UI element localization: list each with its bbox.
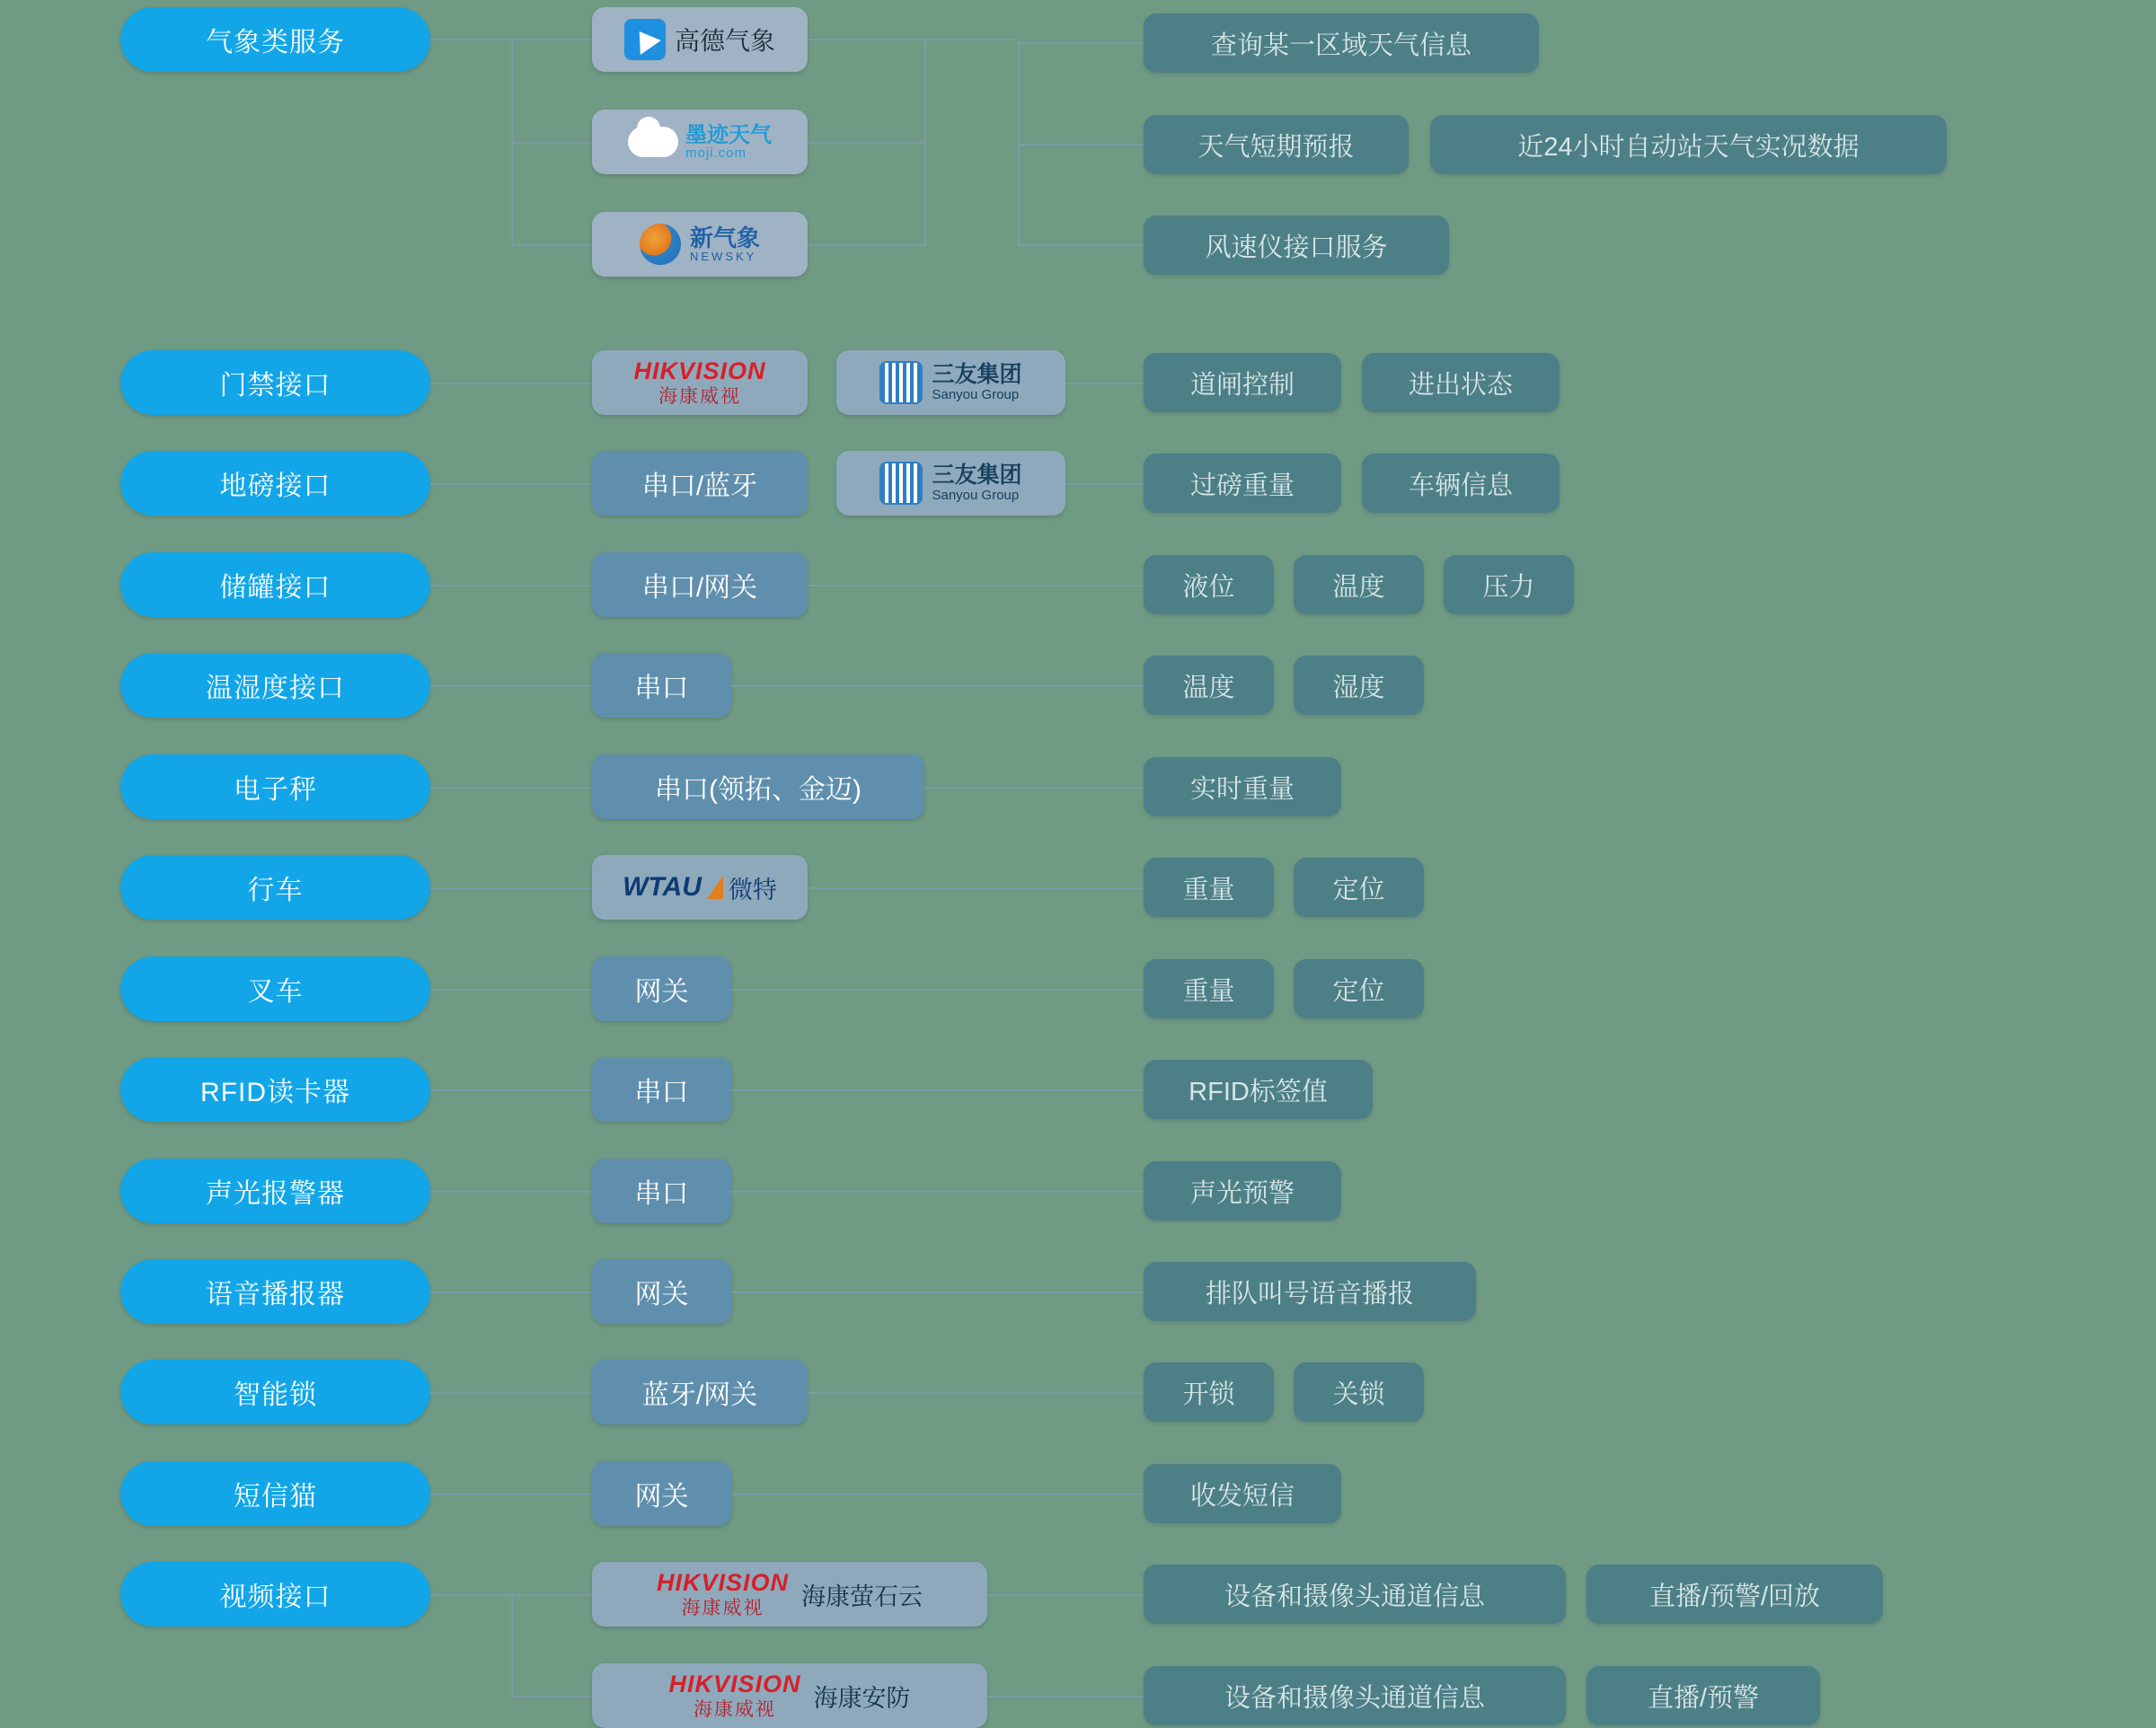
newsky-label: 新气象 [689,224,760,251]
moji-label: 墨迹天气 [685,122,772,147]
connector [731,685,1144,687]
connector [731,989,1144,991]
connector [1018,244,1144,246]
newsky-weather-logo[interactable] [592,212,808,277]
newsky-sub: NEWSKY [689,249,757,263]
hikvision-wordmark: HIKVISION [668,1671,801,1697]
output-lock[interactable]: 关锁 [1294,1362,1424,1422]
node-voice-announcer[interactable]: 语音播报器 [120,1259,430,1324]
connector [1065,483,1144,485]
connector [808,244,924,246]
node-weighbridge[interactable]: 地磅接口 [120,451,430,516]
newsky-icon [640,224,681,265]
connector [511,244,592,246]
ezviz-cloud-label: 海康萤石云 [801,1583,923,1610]
gaode-weather-logo[interactable] [592,7,808,72]
sanyou-icon [879,462,923,505]
connector [808,142,924,144]
connector [430,585,592,586]
output-crane-position[interactable]: 定位 [1294,858,1424,917]
wtau-wordmark: WTAU [623,872,702,902]
connector [430,787,592,789]
output-realtime-weight[interactable]: 实时重量 [1144,757,1341,816]
output-live-alarm-playback[interactable]: 直播/预警/回放 [1586,1565,1883,1624]
connector [1065,383,1144,384]
hikvision-wordmark: HIKVISION [633,357,766,384]
node-video-interface[interactable]: 视频接口 [120,1562,430,1627]
output-rfid-tag-value[interactable]: RFID标签值 [1144,1060,1373,1119]
output-queue-voice-broadcast[interactable]: 排队叫号语音播报 [1144,1262,1476,1321]
node-rfid-reader[interactable]: RFID读卡器 [120,1057,430,1122]
output-tank-pressure[interactable]: 压力 [1444,555,1574,614]
connector [1018,144,1144,145]
sanyou-logo-access[interactable] [836,350,1065,415]
mid-announcer-protocol[interactable]: 网关 [592,1259,731,1324]
connector [430,685,592,687]
mid-weighbridge-protocol[interactable]: 串口/蓝牙 [592,451,808,516]
connector [808,1392,1144,1394]
output-weather-query-area[interactable]: 查询某一区域天气信息 [1144,13,1539,73]
sanyou-en: Sanyou Group [932,386,1020,402]
connector [430,383,592,384]
connector [924,39,926,245]
node-access-control[interactable]: 门禁接口 [120,350,430,415]
connector [731,1494,1144,1495]
output-device-camera-channel-info-security[interactable]: 设备和摄像头通道信息 [1144,1666,1566,1725]
output-weather-anemometer-api[interactable]: 风速仪接口服务 [1144,216,1449,275]
cloud-icon [628,127,678,157]
node-crane[interactable]: 行车 [120,855,430,920]
connector [511,1594,513,1696]
gaode-icon [624,19,666,60]
connector [430,483,592,485]
connector [731,1191,1144,1193]
connector [924,787,1144,789]
output-live-alarm[interactable]: 直播/预警 [1586,1666,1820,1725]
output-unlock[interactable]: 开锁 [1144,1362,1274,1422]
connector [1018,42,1144,44]
output-tank-temperature[interactable]: 温度 [1294,555,1424,614]
connector [430,39,511,40]
hikvision-chinese: 海康威视 [694,1699,776,1720]
node-audible-visual-alarm[interactable]: 声光报警器 [120,1159,430,1223]
moji-weather-logo[interactable] [592,110,808,174]
output-temperature[interactable]: 温度 [1144,656,1274,715]
wtau-logo[interactable] [592,855,808,920]
hikvision-chinese: 海康威视 [658,386,741,407]
mid-scale-protocol[interactable]: 串口(领拓、金迈) [592,754,924,819]
connector [430,1594,511,1596]
node-storage-tank[interactable]: 储罐接口 [120,552,430,617]
connector [430,989,592,991]
node-smart-lock[interactable]: 智能锁 [120,1360,430,1424]
mid-tank-protocol[interactable]: 串口/网关 [592,552,808,617]
output-entry-exit-status[interactable]: 进出状态 [1362,353,1560,412]
connector [987,1696,1144,1697]
output-weighing-weight[interactable]: 过磅重量 [1144,454,1341,513]
output-audible-visual-warning[interactable]: 声光预警 [1144,1161,1341,1221]
connector [430,887,592,889]
connector [511,1696,592,1697]
gaode-label: 高德气象 [674,27,775,55]
sanyou-icon [879,361,923,404]
connector [987,1594,1144,1596]
hikvision-chinese: 海康威视 [681,1598,764,1618]
mid-rfid-protocol[interactable]: 串口 [592,1057,731,1122]
moji-sub: moji.com [685,145,747,161]
connector [511,39,592,40]
connector [808,585,1144,586]
node-forklift[interactable]: 叉车 [120,957,430,1021]
sanyou-cn: 三友集团 [932,463,1022,488]
output-weather-shortterm[interactable]: 天气短期预报 [1144,115,1409,174]
node-temp-humidity[interactable]: 温湿度接口 [120,653,430,718]
output-vehicle-info[interactable]: 车辆信息 [1362,454,1560,513]
connector [430,1392,592,1394]
output-device-camera-channel-info-cloud[interactable]: 设备和摄像头通道信息 [1144,1565,1566,1624]
connector [808,39,924,40]
connector [430,1292,592,1293]
connector [430,1494,592,1495]
mid-sms-protocol[interactable]: 网关 [592,1461,731,1526]
connector [511,1594,592,1596]
connector [430,1191,592,1193]
connector [731,1089,1144,1091]
output-liquid-level[interactable]: 液位 [1144,555,1274,614]
sanyou-logo-weighbridge[interactable] [836,451,1065,516]
output-crane-weight[interactable]: 重量 [1144,858,1274,917]
hikvision-wordmark: HIKVISION [656,1569,790,1596]
hikvision-security-block[interactable] [592,1663,987,1728]
output-weather-24h-station[interactable]: 近24小时自动站天气实况数据 [1430,115,1947,174]
wtau-mark-icon [707,876,723,899]
wtau-chinese: 微特 [728,876,777,904]
connector [731,1292,1144,1293]
connector [808,887,1144,889]
node-weather-service[interactable]: 气象类服务 [120,7,430,72]
connector [511,142,592,144]
mid-lock-protocol[interactable]: 蓝牙/网关 [592,1360,808,1424]
mid-forklift-protocol[interactable]: 网关 [592,957,731,1021]
mid-temp-humidity-protocol[interactable]: 串口 [592,653,731,718]
output-gate-control[interactable]: 道闸控制 [1144,353,1341,412]
node-electronic-scale[interactable]: 电子秤 [120,754,430,819]
output-forklift-weight[interactable]: 重量 [1144,959,1274,1018]
output-humidity[interactable]: 湿度 [1294,656,1424,715]
hik-security-label: 海康安防 [813,1684,911,1712]
output-send-receive-sms[interactable]: 收发短信 [1144,1464,1341,1523]
output-forklift-position[interactable]: 定位 [1294,959,1424,1018]
hikvision-ezviz-cloud-block[interactable] [592,1562,987,1627]
mid-alarm-protocol[interactable]: 串口 [592,1159,731,1223]
sanyou-en: Sanyou Group [932,487,1020,503]
connector [924,39,1018,40]
node-sms-modem[interactable]: 短信猫 [120,1461,430,1526]
hikvision-logo-access[interactable] [592,350,808,415]
connector [430,1089,592,1091]
sanyou-cn: 三友集团 [932,362,1022,387]
